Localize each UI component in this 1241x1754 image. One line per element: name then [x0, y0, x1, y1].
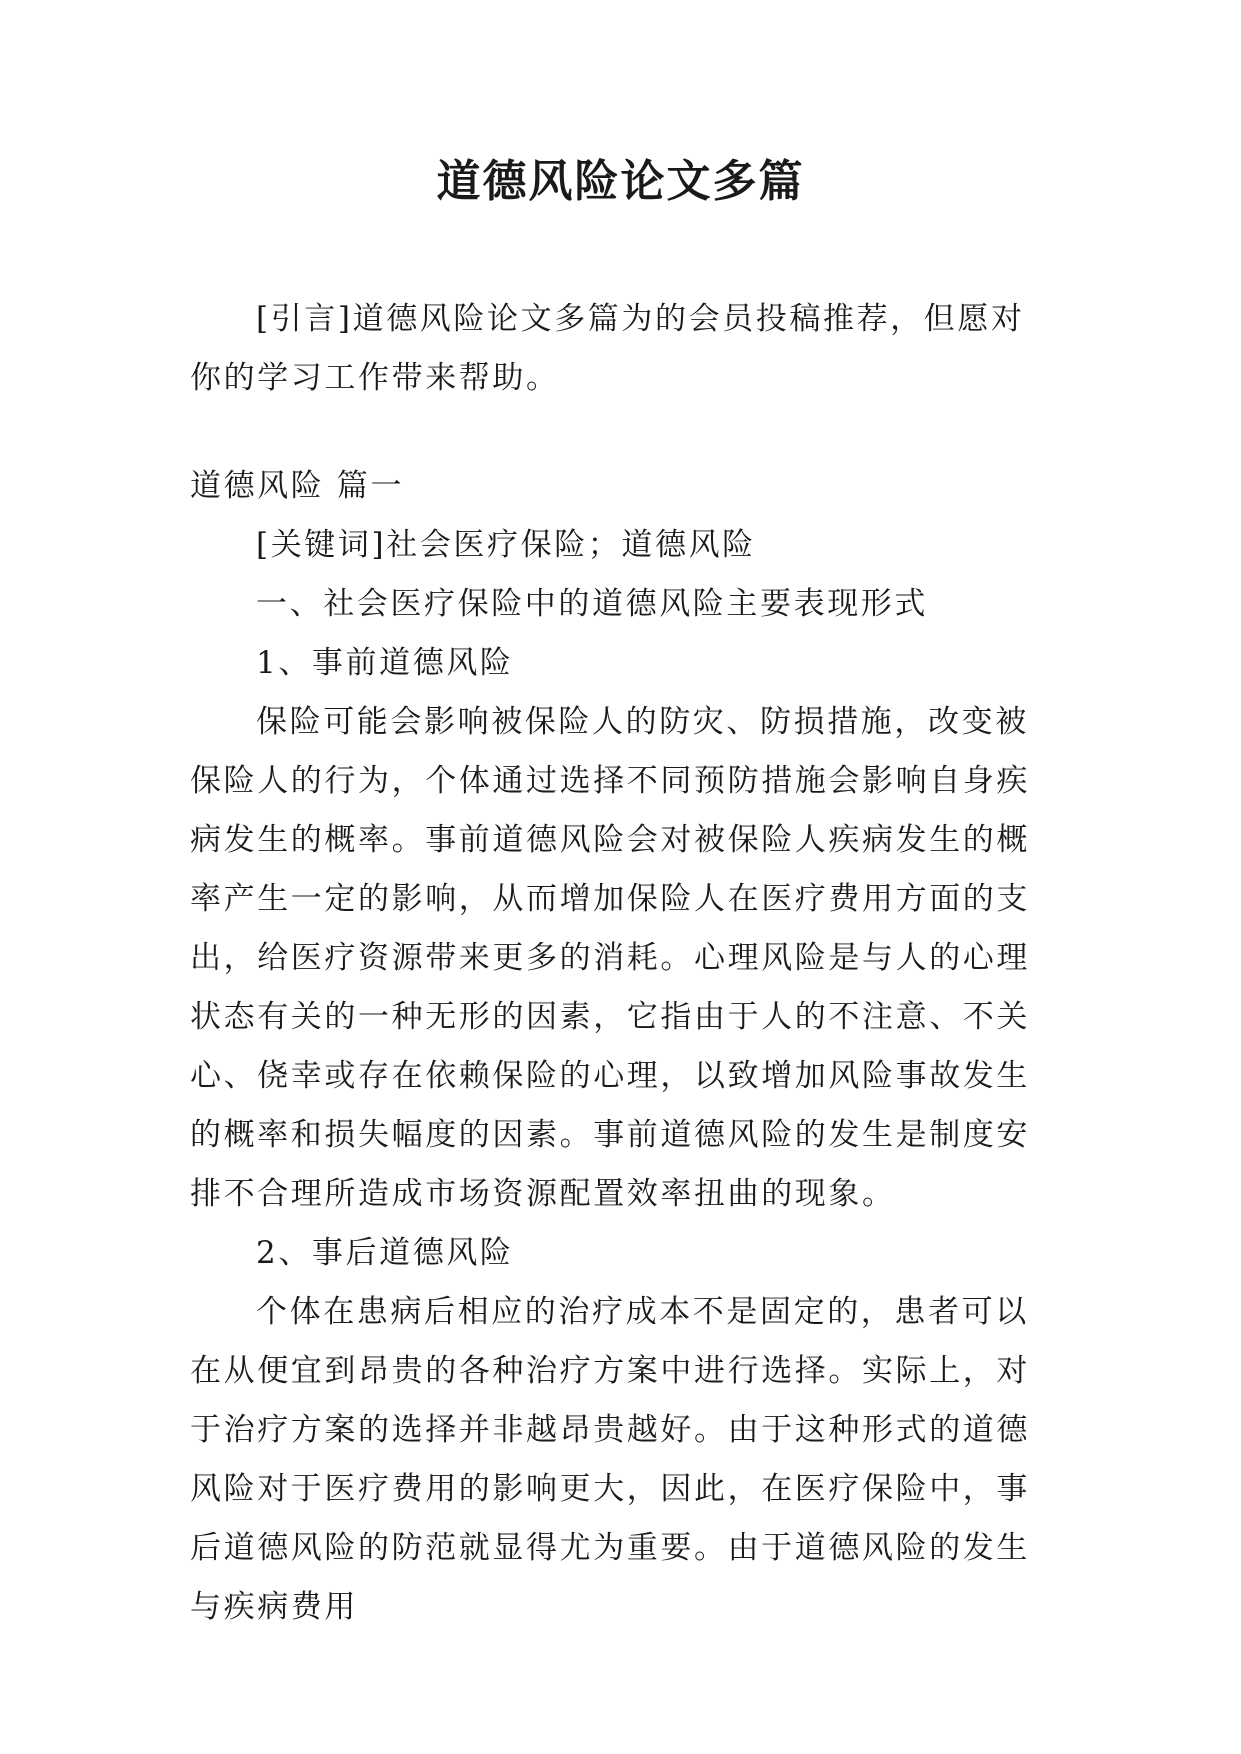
section-heading: 道德风险 篇一	[190, 468, 405, 504]
subheading-1: 1、事前道德风险	[256, 645, 514, 681]
spacer	[190, 408, 1056, 457]
subheading-2: 2、事后道德风险	[256, 1235, 514, 1271]
paragraph-2: 个体在患病后相应的治疗成本不是固定的，患者可以在从便宜到昂贵的各种治疗方案中进行选择。实际上，对于治疗方案的选择并非越昂贵越好。由于这种形式的道德风险对于医疗费用的影响更大，因此，在医疗保险中，事后道德风险的防范就显得尤为重要。由于道德风险的发生与疾病费用	[190, 1294, 1030, 1625]
document-body	[190, 290, 1056, 1637]
document-title: 道德风险论文多篇	[436, 156, 805, 207]
paragraph-1: 保险可能会影响被保险人的防灾、防损措施，改变被保险人的行为，个体通过选择不同预防措施会影响自身疾病发生的概率。事前道德风险会对被保险人疾病发生的概率产生一定的影响，从而增加保险人在医疗费用方面的支出，给医疗资源带来更多的消耗。心理风险是与人的心理状态有关的一种无形的因素，它指由于人的不注意、不关心、侥幸或存在依赖保险的心理，以致增加风险事故发生的概率和损失幅度的因素。事前道德风险的发生是制度安排不合理所造成市场资源配置效率扭曲的现象。	[190, 704, 1030, 1212]
heading-1: 一、社会医疗保险中的道德风险主要表现形式	[256, 586, 928, 622]
keywords-line: [关键词]社会医疗保险；道德风险	[256, 527, 756, 563]
intro-paragraph: [引言]道德风险论文多篇为的会员投稿推荐，但愿对你的学习工作带来帮助。	[190, 301, 1025, 396]
